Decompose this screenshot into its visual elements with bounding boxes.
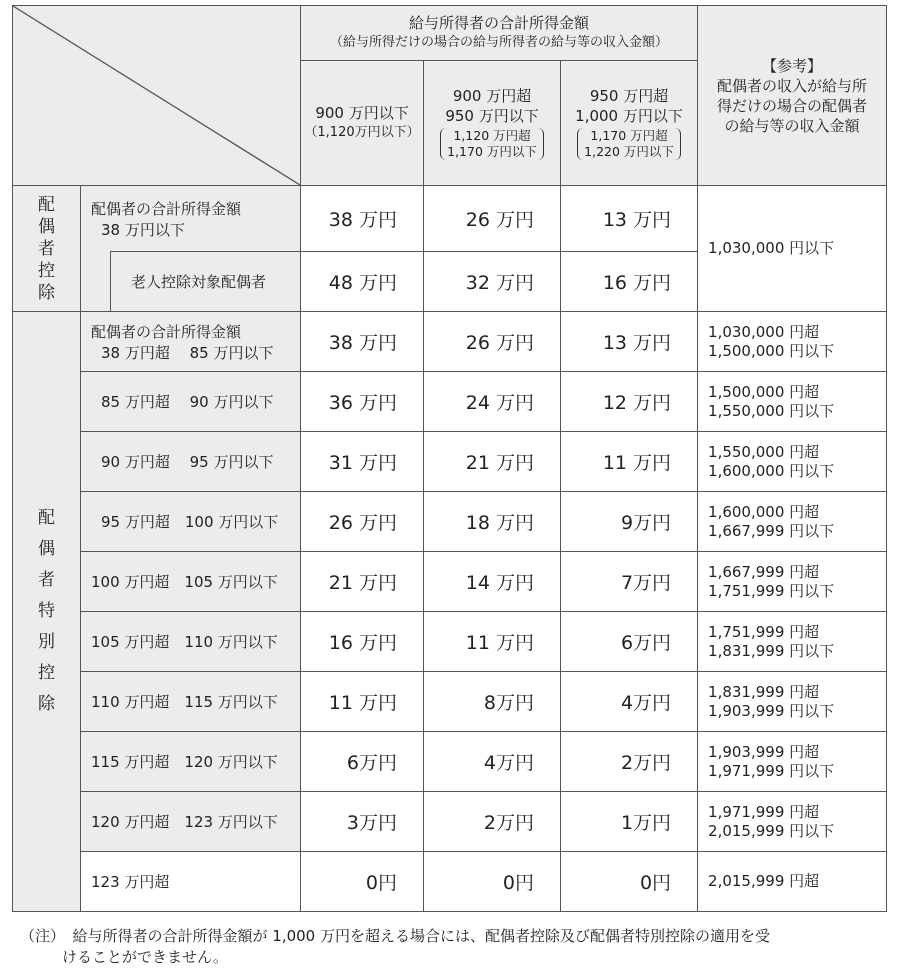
row-label: 85 万円超 90 万円以下	[81, 372, 301, 432]
ref-title: 【参考】	[762, 56, 823, 75]
col1-line2: （1,120万円以下）	[304, 125, 420, 140]
amount-cell: 11 万円	[301, 672, 424, 732]
amount-cell: 9万円	[561, 492, 698, 552]
row-label: 90 万円超 95 万円以下	[81, 432, 301, 492]
ref-line2: 配偶者の収入が給与所	[717, 76, 868, 95]
amount-cell: 4万円	[424, 732, 561, 792]
amount-cell: 4万円	[561, 672, 698, 732]
amount-cell: 16 万円	[301, 612, 424, 672]
header-income-group	[301, 6, 698, 61]
amount-cell: 8万円	[424, 672, 561, 732]
ref-cell: 1,831,999 円超 1,903,999 円以下	[698, 672, 887, 732]
amount-cell: 0円	[301, 852, 424, 912]
ref-line4: の給与等の収入金額	[724, 116, 860, 135]
col3-line2: 1,000 万円以下	[575, 106, 683, 125]
amount-cell: 26 万円	[424, 312, 561, 372]
col2-b1: 1,120 万円超	[453, 127, 531, 143]
row-label: 120 万円超 123 万円以下	[81, 792, 301, 852]
amount-cell: 32 万円	[424, 252, 561, 312]
amount-cell: 12 万円	[561, 372, 698, 432]
amount-cell: 6万円	[561, 612, 698, 672]
amount-cell: 26 万円	[301, 492, 424, 552]
footnote-line1: （注） 給与所得者の合計所得金額が 1,000 万円を超える場合には、配偶者控除及び配偶者特別控除の適用を受	[20, 927, 770, 945]
amount-cell: 38 万円	[301, 312, 424, 372]
row-label: 配偶者の合計所得金額 38 万円以下	[81, 186, 301, 252]
amount-cell: 13 万円	[561, 186, 698, 252]
ref-line3: 得だけの場合の配偶者	[717, 96, 868, 115]
col3-line1: 950 万円超	[589, 86, 669, 105]
ref-cell: 1,903,999 円超 1,971,999 円以下	[698, 732, 887, 792]
amount-cell: 1万円	[561, 792, 698, 852]
header-diagonal-cell	[13, 6, 301, 186]
header-reference	[698, 6, 887, 186]
col1-line1: 900 万円以下	[315, 104, 409, 122]
deduction-table	[12, 5, 887, 912]
ref-cell: 1,500,000 円超 1,550,000 円以下	[698, 372, 887, 432]
amount-cell: 2万円	[424, 792, 561, 852]
header-col2	[424, 61, 561, 186]
amount-cell: 48 万円	[301, 252, 424, 312]
amount-cell: 0円	[561, 852, 698, 912]
col3-bracket	[577, 128, 681, 160]
amount-cell: 24 万円	[424, 372, 561, 432]
amount-cell: 21 万円	[301, 552, 424, 612]
amount-cell: 11 万円	[424, 612, 561, 672]
amount-cell: 38 万円	[301, 186, 424, 252]
row-label: 95 万円超 100 万円以下	[81, 492, 301, 552]
ref-cell: 2,015,999 円超	[698, 852, 887, 912]
amount-cell: 7万円	[561, 552, 698, 612]
col3-b2: 1,220 万円以下	[584, 143, 674, 159]
header-top-line2: （給与所得だけの場合の給与所得者の給与等の収入金額）	[330, 35, 669, 50]
amount-cell: 31 万円	[301, 432, 424, 492]
col2-b2: 1,170 万円以下	[447, 143, 537, 159]
amount-cell: 0円	[424, 852, 561, 912]
amount-cell: 2万円	[561, 732, 698, 792]
col3-b1: 1,170 万円超	[590, 127, 668, 143]
ref-cell: 1,550,000 円超 1,600,000 円以下	[698, 432, 887, 492]
amount-cell: 36 万円	[301, 372, 424, 432]
header-top-line1: 給与所得者の合計所得金額	[409, 14, 590, 32]
header-col1	[301, 61, 424, 186]
ref-cell: 1,600,000 円超 1,667,999 円以下	[698, 492, 887, 552]
amount-cell: 11 万円	[561, 432, 698, 492]
row-label: 123 万円超	[81, 852, 301, 912]
footnote-line2: けることができません。	[62, 948, 228, 966]
row-label: 100 万円超 105 万円以下	[81, 552, 301, 612]
group-special-deduction: 配 偶 者 特 別 控 除	[13, 312, 81, 912]
row-label: 115 万円超 120 万円以下	[81, 732, 301, 792]
header-col3	[561, 61, 698, 186]
col2-bracket	[440, 128, 544, 160]
row-label-elderly: 老人控除対象配偶者	[111, 252, 301, 312]
amount-cell: 21 万円	[424, 432, 561, 492]
amount-cell: 6万円	[301, 732, 424, 792]
col2-line1: 900 万円超	[452, 86, 532, 105]
ref-cell: 1,030,000 円以下	[698, 186, 887, 312]
row-label: 105 万円超 110 万円以下	[81, 612, 301, 672]
indent-cell	[81, 252, 111, 312]
amount-cell: 13 万円	[561, 312, 698, 372]
ref-cell: 1,667,999 円超 1,751,999 円以下	[698, 552, 887, 612]
group-spouse-deduction: 配 偶 者 控 除	[13, 186, 81, 312]
amount-cell: 14 万円	[424, 552, 561, 612]
ref-cell: 1,030,000 円超 1,500,000 円以下	[698, 312, 887, 372]
diagonal-line	[13, 6, 300, 185]
footnote	[20, 926, 890, 968]
ref-cell: 1,971,999 円超 2,015,999 円以下	[698, 792, 887, 852]
amount-cell: 18 万円	[424, 492, 561, 552]
row-label: 配偶者の合計所得金額 38 万円超 85 万円以下	[81, 312, 301, 372]
amount-cell: 16 万円	[561, 252, 698, 312]
ref-cell: 1,751,999 円超 1,831,999 円以下	[698, 612, 887, 672]
amount-cell: 3万円	[301, 792, 424, 852]
amount-cell: 26 万円	[424, 186, 561, 252]
row-label: 110 万円超 115 万円以下	[81, 672, 301, 732]
col2-line2: 950 万円以下	[445, 106, 539, 125]
